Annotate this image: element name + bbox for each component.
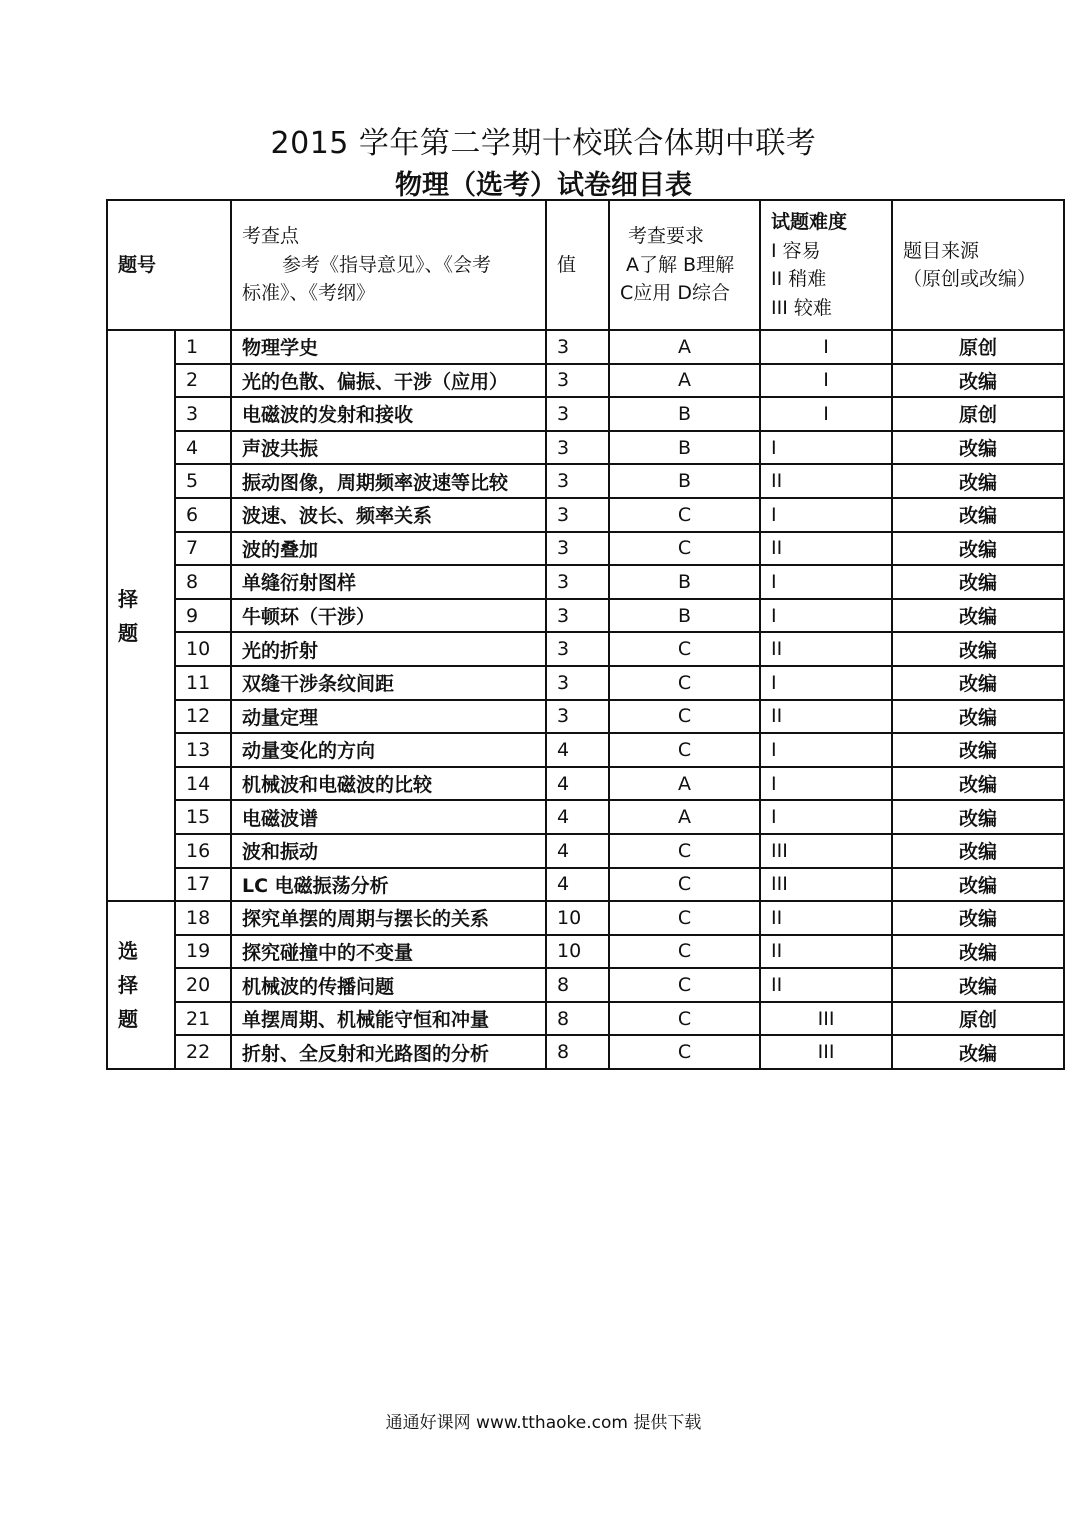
header-test-point-sub2: 标准》、《考纲》: [242, 282, 376, 305]
requirement-level: C: [609, 901, 760, 935]
difficulty-level: II: [760, 935, 892, 969]
header-test-point: [231, 200, 546, 330]
page-footer: 通通好课网 www.tthaoke.com 提供下载: [385, 1413, 702, 1433]
score-value: 3: [546, 632, 609, 666]
difficulty-level: I: [760, 431, 892, 465]
header-difficulty-line1: I 容易: [771, 239, 821, 262]
score-value: 3: [546, 498, 609, 532]
difficulty-level: II: [760, 532, 892, 566]
section-nonchoice-line1: 选: [118, 939, 138, 964]
test-point: 振动图像，周期频率波速等比较: [231, 464, 546, 498]
difficulty-level: I: [760, 397, 892, 431]
score-value: 8: [546, 968, 609, 1002]
header-source-title: 题目来源: [903, 239, 980, 262]
question-source: 改编: [892, 632, 1064, 666]
question-source: 改编: [892, 767, 1064, 801]
section-nonchoice-line3: 题: [118, 1007, 138, 1032]
score-value: 10: [546, 935, 609, 969]
table-row: [107, 834, 1064, 868]
table-row: [107, 532, 1064, 566]
test-point: 探究碰撞中的不变量: [231, 935, 546, 969]
test-point: 双缝干涉条纹间距: [231, 666, 546, 700]
question-number: 5: [175, 464, 231, 498]
header-requirement: [609, 200, 760, 330]
score-value: 4: [546, 868, 609, 902]
question-number: 18: [175, 901, 231, 935]
question-source: 改编: [892, 901, 1064, 935]
question-source: 原创: [892, 330, 1064, 364]
document-title: 2015 学年第二学期十校联合体期中联考: [270, 126, 817, 161]
test-point: 电磁波的发射和接收: [231, 397, 546, 431]
table-row: [107, 666, 1064, 700]
question-number: 19: [175, 935, 231, 969]
table-row: [107, 800, 1064, 834]
score-value: 10: [546, 901, 609, 935]
difficulty-level: II: [760, 700, 892, 734]
header-test-point-sub1: 参考《指导意见》、《会考: [282, 253, 492, 276]
question-source: 原创: [892, 1002, 1064, 1036]
question-source: 改编: [892, 733, 1064, 767]
test-point: 动量定理: [231, 700, 546, 734]
section-choice-line2: 题: [118, 620, 138, 645]
requirement-level: C: [609, 733, 760, 767]
requirement-level: B: [609, 397, 760, 431]
section-choice-line1: 择: [118, 586, 138, 611]
table-row: [107, 464, 1064, 498]
question-number: 13: [175, 733, 231, 767]
question-number: 15: [175, 800, 231, 834]
requirement-level: C: [609, 632, 760, 666]
question-number: 10: [175, 632, 231, 666]
test-point: 单缝衍射图样: [231, 565, 546, 599]
requirement-level: C: [609, 666, 760, 700]
question-number: 3: [175, 397, 231, 431]
score-value: 3: [546, 599, 609, 633]
table-row: [107, 431, 1064, 465]
question-number: 7: [175, 532, 231, 566]
header-requirement-line2: C应用 D综合: [620, 282, 730, 305]
question-source: 改编: [892, 834, 1064, 868]
question-source: 改编: [892, 498, 1064, 532]
question-number: 16: [175, 834, 231, 868]
question-number: 4: [175, 431, 231, 465]
table-row: [107, 397, 1064, 431]
header-score: 值: [546, 200, 609, 330]
header-difficulty-line2: II 稍难: [771, 268, 827, 290]
difficulty-level: I: [760, 364, 892, 398]
difficulty-level: II: [760, 901, 892, 935]
table-row: [107, 498, 1064, 532]
score-value: 8: [546, 1002, 609, 1036]
question-number: 8: [175, 565, 231, 599]
table-row: [107, 364, 1064, 398]
item-specification-table: [106, 199, 1065, 1070]
test-point: LC 电磁振荡分析: [231, 868, 546, 902]
table-row: [107, 868, 1064, 902]
difficulty-level: I: [760, 599, 892, 633]
table-row: [107, 935, 1064, 969]
test-point: 声波共振: [231, 431, 546, 465]
question-source: 改编: [892, 800, 1064, 834]
test-point: 机械波和电磁波的比较: [231, 767, 546, 801]
test-point: 电磁波谱: [231, 800, 546, 834]
requirement-level: C: [609, 834, 760, 868]
requirement-level: C: [609, 968, 760, 1002]
score-value: 4: [546, 800, 609, 834]
question-source: 改编: [892, 532, 1064, 566]
score-value: 3: [546, 397, 609, 431]
header-difficulty: [760, 200, 892, 330]
section-non-choice: [107, 901, 175, 1069]
header-source-sub: （原创或改编）: [903, 268, 1037, 290]
document-subtitle: 物理（选考）试卷细目表: [395, 170, 692, 201]
question-number: 12: [175, 700, 231, 734]
question-source: 改编: [892, 464, 1064, 498]
question-source: 改编: [892, 1035, 1064, 1069]
requirement-level: C: [609, 868, 760, 902]
question-source: 改编: [892, 364, 1064, 398]
score-value: 3: [546, 532, 609, 566]
requirement-level: C: [609, 700, 760, 734]
requirement-level: C: [609, 935, 760, 969]
question-source: 改编: [892, 431, 1064, 465]
difficulty-level: I: [760, 733, 892, 767]
score-value: 4: [546, 767, 609, 801]
header-number: 题号: [107, 200, 231, 330]
requirement-level: B: [609, 599, 760, 633]
table-row: [107, 700, 1064, 734]
header-source: [892, 200, 1064, 330]
score-value: 3: [546, 700, 609, 734]
difficulty-level: I: [760, 498, 892, 532]
test-point: 动量变化的方向: [231, 733, 546, 767]
table-row: [107, 733, 1064, 767]
test-point: 机械波的传播问题: [231, 968, 546, 1002]
requirement-level: A: [609, 364, 760, 398]
difficulty-level: III: [760, 834, 892, 868]
header-difficulty-title: 试题难度: [771, 211, 848, 233]
score-value: 3: [546, 666, 609, 700]
test-point: 单摆周期、机械能守恒和冲量: [231, 1002, 546, 1036]
test-point: 光的折射: [231, 632, 546, 666]
question-number: 6: [175, 498, 231, 532]
table-row: [107, 767, 1064, 801]
difficulty-level: I: [760, 565, 892, 599]
table-row: [107, 1035, 1064, 1069]
score-value: 3: [546, 431, 609, 465]
difficulty-level: I: [760, 666, 892, 700]
question-source: 改编: [892, 868, 1064, 902]
question-source: 改编: [892, 565, 1064, 599]
requirement-level: C: [609, 1002, 760, 1036]
requirement-level: A: [609, 330, 760, 364]
header-test-point-title: 考查点: [242, 225, 300, 248]
question-source: 改编: [892, 968, 1064, 1002]
difficulty-level: I: [760, 800, 892, 834]
header-requirement-title: 考查要求: [628, 225, 705, 248]
score-value: 8: [546, 1035, 609, 1069]
requirement-level: B: [609, 464, 760, 498]
requirement-level: C: [609, 532, 760, 566]
test-point: 探究单摆的周期与摆长的关系: [231, 901, 546, 935]
score-value: 4: [546, 733, 609, 767]
test-point: 波速、波长、频率关系: [231, 498, 546, 532]
table-row: [107, 565, 1064, 599]
header-requirement-line1: A了解 B理解: [626, 253, 735, 276]
test-point: 波和振动: [231, 834, 546, 868]
difficulty-level: I: [760, 767, 892, 801]
question-source: 改编: [892, 935, 1064, 969]
test-point: 光的色散、偏振、干涉（应用）: [231, 364, 546, 398]
requirement-level: A: [609, 800, 760, 834]
difficulty-level: II: [760, 968, 892, 1002]
question-number: 2: [175, 364, 231, 398]
test-point: 牛顿环（干涉）: [231, 599, 546, 633]
section-nonchoice-line2: 择: [118, 973, 138, 998]
question-source: 原创: [892, 397, 1064, 431]
difficulty-level: I: [760, 330, 892, 364]
requirement-level: C: [609, 498, 760, 532]
table-row: [107, 632, 1064, 666]
question-number: 21: [175, 1002, 231, 1036]
requirement-level: B: [609, 431, 760, 465]
table-row: [107, 901, 1064, 935]
test-point: 波的叠加: [231, 532, 546, 566]
table-row: [107, 1002, 1064, 1036]
difficulty-level: III: [760, 1002, 892, 1036]
question-source: 改编: [892, 666, 1064, 700]
requirement-level: B: [609, 565, 760, 599]
question-source: 改编: [892, 700, 1064, 734]
header-difficulty-line3: III 较难: [771, 296, 832, 319]
question-number: 17: [175, 868, 231, 902]
difficulty-level: III: [760, 868, 892, 902]
question-number: 9: [175, 599, 231, 633]
table-row: [107, 330, 1064, 364]
score-value: 3: [546, 464, 609, 498]
question-number: 14: [175, 767, 231, 801]
question-source: 改编: [892, 599, 1064, 633]
question-number: 11: [175, 666, 231, 700]
difficulty-level: II: [760, 632, 892, 666]
section-choice: [107, 330, 175, 901]
table-row: [107, 599, 1064, 633]
question-number: 22: [175, 1035, 231, 1069]
difficulty-level: II: [760, 464, 892, 498]
score-value: 4: [546, 834, 609, 868]
question-number: 20: [175, 968, 231, 1002]
score-value: 3: [546, 330, 609, 364]
difficulty-level: III: [760, 1035, 892, 1069]
test-point: 折射、全反射和光路图的分析: [231, 1035, 546, 1069]
score-value: 3: [546, 364, 609, 398]
score-value: 3: [546, 565, 609, 599]
table-row: [107, 968, 1064, 1002]
requirement-level: C: [609, 1035, 760, 1069]
table-header-row: [107, 200, 1064, 330]
test-point: 物理学史: [231, 330, 546, 364]
requirement-level: A: [609, 767, 760, 801]
question-number: 1: [175, 330, 231, 364]
